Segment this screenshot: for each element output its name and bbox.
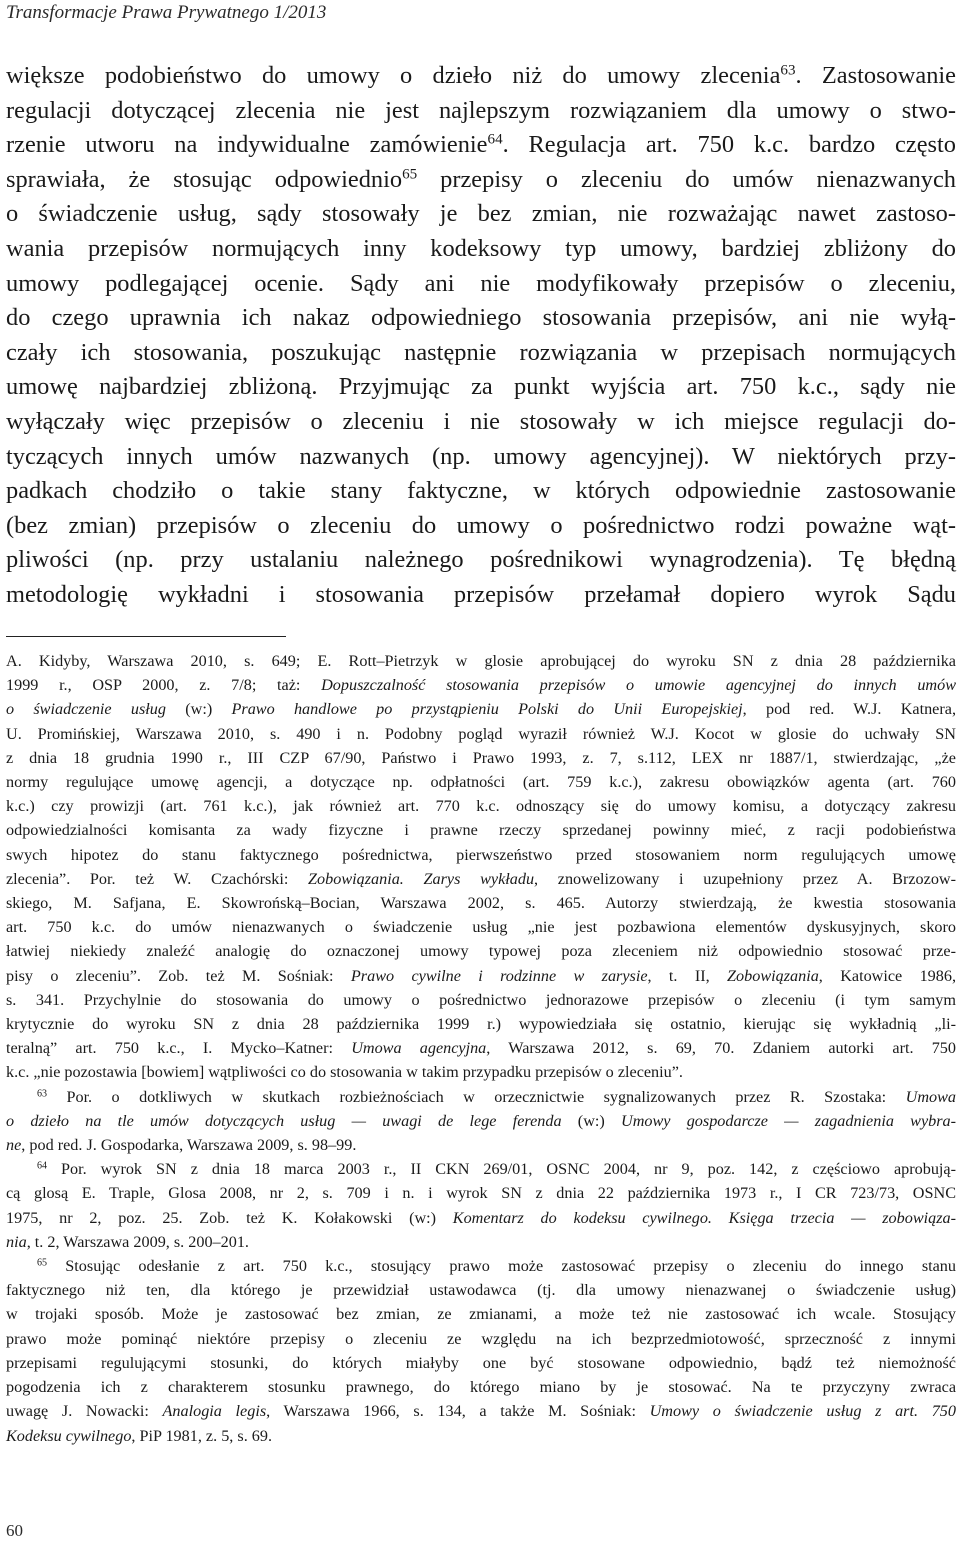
text-line xyxy=(6,128,956,163)
footnote-ref: 63 xyxy=(37,1088,48,1100)
text-line xyxy=(6,405,956,440)
text-span: Kodeksu cywilnego xyxy=(6,1426,132,1445)
footnote-line xyxy=(6,746,956,770)
text-span: Zobowiązania xyxy=(727,966,819,985)
text-span: pisy o zleceniu”. Zob. też M. Sośniak: xyxy=(6,966,351,985)
text-line xyxy=(6,94,956,129)
text-line xyxy=(6,267,956,302)
footnote-line xyxy=(6,1424,956,1448)
text-span: teralną” art. 750 k.c., I. Mycko–Katner: xyxy=(6,1039,352,1058)
footnote-line xyxy=(6,1399,956,1423)
text-span: , t. II, xyxy=(647,966,728,985)
text-span: , pod red. J. Gospodarka, Warszawa 2009, s. 98–99. xyxy=(21,1136,357,1155)
footnote-line xyxy=(6,770,956,794)
text-span: Umowy gospodarcze — zagadnienia wybra- xyxy=(621,1111,957,1130)
footnote-separator xyxy=(6,636,286,637)
footnote-ref: 63 xyxy=(780,62,796,79)
footnote-line xyxy=(6,867,956,891)
text-span: 1999 r., OSP 2000, z. 7/8; taż: xyxy=(6,676,322,695)
text-span: Umowy o świadczenie usług z art. 750 xyxy=(649,1402,956,1421)
running-header: Transformacje Prawa Prywatnego 1/2013 xyxy=(6,2,327,23)
text-line xyxy=(6,578,956,613)
text-span: do czego uprawnia ich nakaz odpowiedniego stosowania przepisów, ani nie wyłą- xyxy=(6,304,956,332)
footnote-line xyxy=(6,1181,956,1205)
footnote-ref: 65 xyxy=(37,1257,48,1269)
text-line xyxy=(6,336,956,371)
footnote-line xyxy=(6,915,956,939)
text-line xyxy=(6,509,956,544)
text-span: A. Kidyby, Warszawa 2010, s. 649; E. Rott–Pietrzyk w glosie aprobującej do wyroku SN z dnia 28 października xyxy=(6,652,956,670)
footnote-line xyxy=(6,1206,956,1230)
text-span: rzenie utworu na indywidualne zamówienie xyxy=(6,131,488,159)
text-span: uwagę J. Nowacki: xyxy=(6,1402,163,1421)
footnote-line xyxy=(6,964,956,988)
text-span: Umowa xyxy=(905,1087,956,1106)
footnote-line xyxy=(6,891,956,915)
footnote-line xyxy=(6,843,956,867)
text-span: Analogia legis xyxy=(162,1402,267,1421)
text-span: metodologię wykładni i stosowania przepisów przełamał dopiero wyrok Sądu xyxy=(6,580,956,608)
text-span: wania przepisów normujących inny kodeksowy typ umowy, bardziej zbliżony do xyxy=(6,234,956,262)
text-span: o świadczenie usług, sądy stosowały je bez zmian, nie rozważając nawet zastoso- xyxy=(6,200,956,228)
text-span: swych hipotez do stanu faktycznego pośrednictwa, pierwszeństwo przed stosowaniem norm regulujących umowę xyxy=(6,845,956,864)
text-span: odpowiedzialności komisanta za wady fizyczne i prawne rzeczy sprzedanej powinny mieć, z racji podobieństwa xyxy=(6,821,956,840)
text-span: w trojaki sposób. Może je zastosować bez zmian, ze zmianami, a może też nie zastosować ich wcale. Stosujący xyxy=(6,1305,956,1324)
footnote-line xyxy=(6,649,956,673)
text-span: normy regulujące umowę agencji, a dotyczące np. odpłatności (art. 759 k.c.), zakresu obowiązków agenta (art. 760 xyxy=(6,773,956,792)
footnote-line xyxy=(6,1351,956,1375)
text-span: nia xyxy=(6,1232,27,1251)
text-line xyxy=(6,370,956,405)
text-span: , t. 2, Warszawa 2009, s. 200–201. xyxy=(26,1232,249,1251)
text-span: . Regulacja art. 750 k.c. bardzo często xyxy=(502,131,956,159)
footnote-line xyxy=(6,1302,956,1326)
text-span: art. 750 k.c. do umów nienazwanych o świadczenie usług „nie jest pozbawiona elementów dyskusyjnych, skoro xyxy=(6,918,956,937)
footnotes xyxy=(6,649,956,1448)
text-span: (w:) xyxy=(165,700,232,719)
footnote-line xyxy=(6,939,956,963)
text-span: (w:) xyxy=(561,1111,622,1130)
text-span: 1975, nr 2, poz. 25. Zob. też K. Kołakowski (w:) xyxy=(6,1208,453,1227)
text-span: U. Promińskiej, Warszawa 2010, s. 490 i n. Podobny pogląd wyraził również W.J. Kocot w glosie do uchwały SN xyxy=(6,724,956,743)
footnote-line xyxy=(6,697,956,721)
text-span: k.c.) czy prowizji (art. 761 k.c.), jak również art. 770 k.c. odnoszący się do umowy komisu, a dotyczący zakresu xyxy=(6,797,956,816)
text-span: zlecenia”. Por. też W. Czachórski: xyxy=(6,869,309,888)
footnote-line xyxy=(6,1327,956,1351)
footnote-ref: 64 xyxy=(487,131,503,148)
text-span: cą glosą E. Traple, Glosa 2008, nr 2, s. 709 i n. i wyrok SN z dnia 22 października 1973 r., I CR 723/73, OSNC xyxy=(6,1184,956,1203)
main-text xyxy=(6,59,956,613)
text-span: faktycznego niż ten, dla którego je przewidział ustawodawca (tj. dla umowy nienazwanej o świadczenie usług) xyxy=(6,1281,956,1300)
footnote-line xyxy=(6,1012,956,1036)
page-number: 60 xyxy=(6,1521,23,1540)
text-span: Umowa agencyjna xyxy=(351,1039,487,1058)
footnote-line xyxy=(6,1278,956,1302)
text-line xyxy=(6,163,956,198)
footnote-ref: 65 xyxy=(402,166,418,183)
text-span: , Warszawa 1966, s. 134, a także M. Sośniak: xyxy=(266,1402,650,1421)
footnote-line xyxy=(6,1036,956,1060)
text-span: , znowelizowany i uzupełniony przez A. Brzozow- xyxy=(534,869,957,888)
text-span: , Warszawa 2012, s. 69, 70. Zdaniem autorki art. 750 xyxy=(486,1039,956,1058)
text-span: Por. o dotkliwych w skutkach rozbieżnościach w orzecznictwie sygnalizowanych przez R. Szostaka: xyxy=(47,1087,906,1106)
footnote-line xyxy=(6,988,956,1012)
text-span: przepisami regulującymi stosunki, do których miałyby one być stosowane odpowiednio, bądź też niemożność xyxy=(6,1353,956,1372)
text-span: padkach chodziło o takie stany faktyczne, w których odpowiednie zastosowanie xyxy=(6,477,956,505)
text-span: k.c. „nie pozostawia [bowiem] wątpliwości co do stosowania w takim przypadku przepisów o zleceniu”. xyxy=(6,1063,683,1082)
text-line xyxy=(6,59,956,94)
footnote-line xyxy=(6,1230,956,1254)
text-span: wyłączały więc przepisów o zleceniu i nie stosowały w ich miejsce regulacji do- xyxy=(6,407,956,435)
text-span: s. 341. Przychylnie do stosowania do umowy o pośrednictwo jednorazowe przepisów o zleceniu (i tym samym xyxy=(6,990,956,1009)
text-line xyxy=(6,301,956,336)
footnote-line xyxy=(6,1085,956,1109)
text-line xyxy=(6,232,956,267)
text-line xyxy=(6,543,956,578)
footnote-line xyxy=(6,673,956,697)
footnote-line xyxy=(6,1375,956,1399)
footnote-line xyxy=(6,1109,956,1133)
footnote-line xyxy=(6,1254,956,1278)
text-span: łatwiej niekiedy znaleźć analogię do oznaczonej umowy typowej poza zleceniem niż odpowiednio stosować prze- xyxy=(6,942,956,961)
text-span: o dzieło na tle umów dotyczących usług — uwagi de lege ferenda xyxy=(6,1111,562,1130)
text-span: tyczących innych umów nazwanych (np. umowy agencyjnej). W niektórych przy- xyxy=(6,442,956,470)
text-span: umowę najbardziej zbliżoną. Przyjmując za punkt wyjścia art. 750 k.c., sądy nie xyxy=(6,373,956,401)
footnote-line xyxy=(6,818,956,842)
text-span: Zobowiązania. Zarys wykładu xyxy=(308,869,535,888)
footnote-line xyxy=(6,1157,956,1181)
text-span: o świadczenie usług xyxy=(6,700,166,719)
text-span: przepisy o zleceniu do umów nienazwanych xyxy=(417,165,956,193)
text-span: , pod red. W.J. Katnera, xyxy=(742,700,956,719)
text-span: ne xyxy=(6,1136,22,1155)
text-span: Stosując odesłanie z art. 750 k.c., stosujący prawo może zastosować przepisy o zleceniu do innego stanu xyxy=(47,1257,956,1276)
footnote-line xyxy=(6,722,956,746)
text-line xyxy=(6,440,956,475)
footnote-line xyxy=(6,1060,956,1084)
text-span: pliwości (np. przy ustalaniu należnego pośrednikowi wynagrodzenia). Tę błędną xyxy=(6,546,956,574)
text-span: . Zastosowanie xyxy=(795,62,956,89)
footnote-line xyxy=(6,1133,956,1157)
text-span: Prawo cywilne i rodzinne w zarysie xyxy=(350,966,648,985)
text-span: (bez zmian) przepisów o zleceniu do umowy o pośrednictwo rodzi poważne wąt- xyxy=(6,511,956,539)
text-span: większe podobieństwo do umowy o dzieło niż do umowy zlecenia xyxy=(6,62,781,89)
text-span: umowy podlegającej ocenie. Sądy ani nie modyfikowały przepisów o zleceniu, xyxy=(6,269,956,297)
text-span: z dnia 18 grudnia 1990 r., III CZP 67/90, Państwo i Prawo 1993, z. 7, s.112, LEX nr 1887/1, stwierdzając, „że xyxy=(6,748,956,767)
text-span: Prawo handlowe po przystąpieniu Polski do Unii Europejskiej xyxy=(231,700,743,719)
text-span: Komentarz do kodeksu cywilnego. Księga trzecia — zobowiąza- xyxy=(452,1208,956,1227)
text-line xyxy=(6,474,956,509)
text-span: skiego, M. Safjana, E. Skowrońską–Bocian, Warszawa 2002, s. 465. Autorzy stwierdzają, że kwestia stosowania xyxy=(6,894,956,913)
text-span: czały ich stosowania, poszukując następnie rozwiązania w przepisach normujących xyxy=(6,338,956,366)
text-line xyxy=(6,197,956,232)
text-span: sprawiała, że stosując odpowiednio xyxy=(6,165,403,193)
text-span: Dopuszczalność stosowania przepisów o umowie agencyjnej do innych umów xyxy=(321,676,957,695)
footnote-ref: 64 xyxy=(37,1160,48,1172)
text-span: , Katowice 1986, xyxy=(818,966,957,985)
text-span: Por. wyrok SN z dnia 18 marca 2003 r., II CKN 269/01, OSNC 2004, nr 9, poz. 142, z częściowo aprobują- xyxy=(47,1160,956,1179)
footnote-line xyxy=(6,794,956,818)
text-span: pogodzenia ich z charakterem stosunku prawnego, do którego miano by je stosować. Na te przyczyny zwraca xyxy=(6,1378,956,1397)
text-span: krytycznie do wyroku SN z dnia 28 października 1999 r.) wypowiedziała się ostatnio, kierując się wykładnią „li- xyxy=(6,1015,956,1034)
text-span: prawo może pominąć niektóre przepisy o zleceniu ze względu na ich bezprzedmiotowość, sprzeczność z innymi xyxy=(6,1329,956,1348)
text-span: regulacji dotyczącej zlecenia nie jest najlepszym rozwiązaniem dla umowy o stwo- xyxy=(6,96,956,124)
text-span: , PiP 1981, z. 5, s. 69. xyxy=(131,1426,273,1445)
